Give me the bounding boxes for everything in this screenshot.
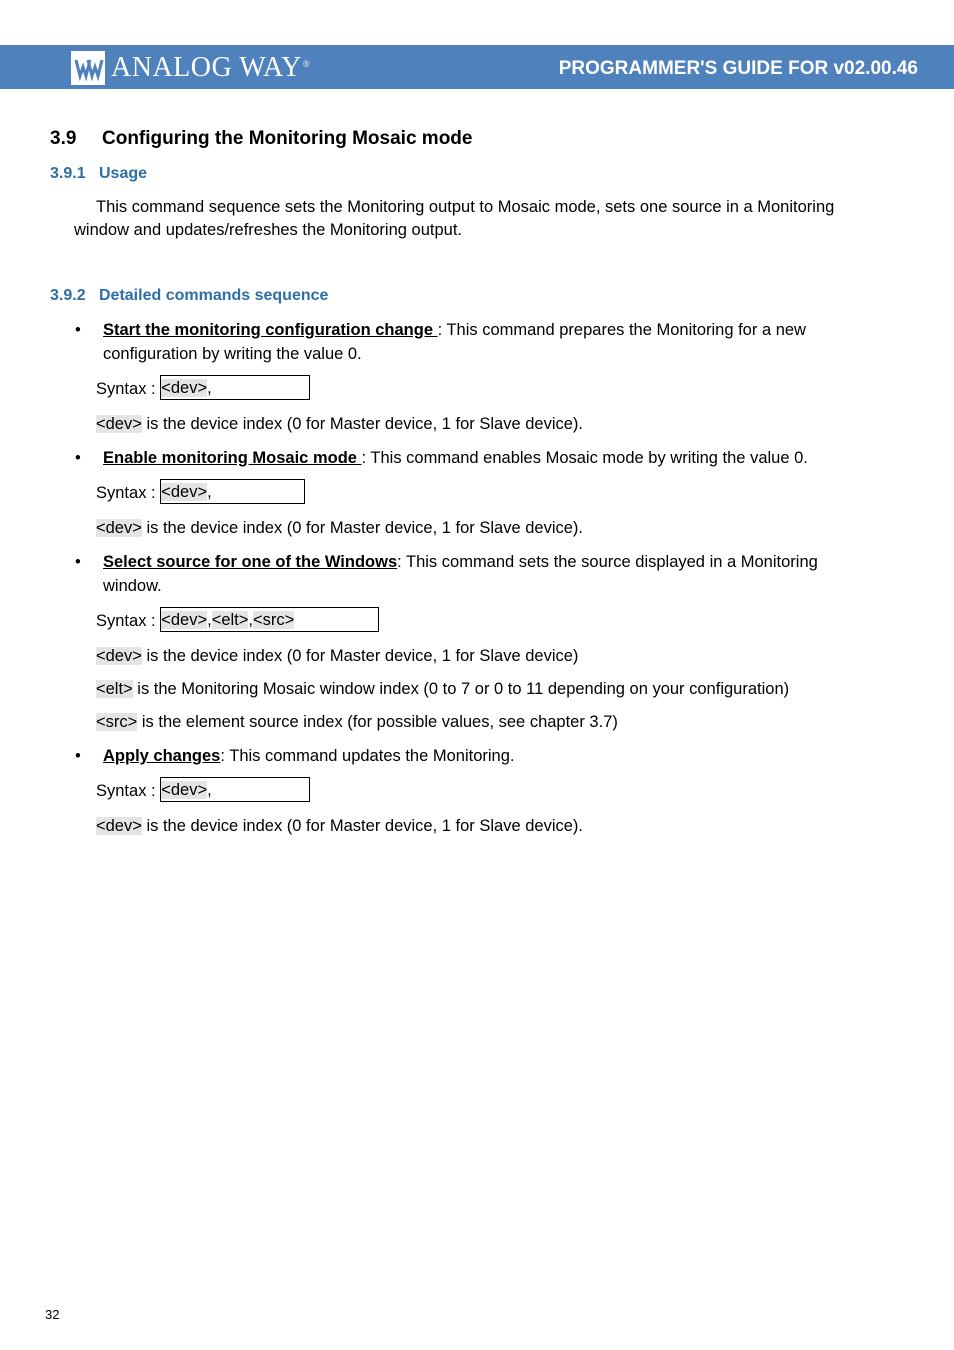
syntax-line [96,481,305,506]
param-dev: <dev> [96,647,142,665]
bullet-icon: • [75,449,81,467]
command-name: Start the monitoring configuration change [103,321,438,339]
usage-paragraph [74,196,904,242]
syntax-dev: <dev> [161,611,208,630]
page-number: 32 [45,1307,60,1322]
command-description: : This command prepares the Monitoring for a new [437,321,806,339]
syntax-comma: , [207,483,212,502]
syntax-dev: <dev> [161,483,208,502]
param-dev-description: is the device index (0 for Master device, 1 for Slave device). [141,817,583,835]
syntax-box [160,607,379,632]
syntax-dev: <dev> [161,781,208,800]
syntax-comma: , [207,379,212,398]
list-item-select-source [75,550,865,598]
syntax-label: Syntax : [96,612,156,630]
command-description: : This command updates the Monitoring. [220,747,515,765]
command-name: Enable monitoring Mosaic mode [103,449,362,467]
syntax-label: Syntax : [96,380,156,398]
command-description: : This command sets the source displayed in a Monitoring [397,553,818,571]
param-dev-description: is the device index (0 for Master device, 1 for Slave device). [141,415,583,433]
command-description: : This command enables Mosaic mode by writing the value 0. [361,449,808,467]
param-line [96,710,618,734]
document-title: PROGRAMMER'S GUIDE FOR v02.00.46 [558,58,918,79]
analog-way-logo [71,51,310,85]
bullet-icon: • [75,553,81,571]
param-line [96,644,578,668]
subsection-heading-detailed [50,285,328,307]
param-src: <src> [96,713,138,731]
usage-line-1: This command sequence sets the Monitoring output to Mosaic mode, sets one source in a Monitoring [96,198,835,216]
param-line [96,516,583,540]
subsection-title: Detailed commands sequence [99,287,329,304]
command-name: Apply changes [103,747,221,765]
param-src-description: is the element source index (for possible values, see chapter 3.7) [137,713,618,731]
param-dev: <dev> [96,817,142,835]
subsection-title: Usage [99,165,148,182]
syntax-box [160,375,310,400]
param-line [96,412,583,436]
section-number: 3.9 [50,128,77,149]
syntax-box [160,479,305,504]
subsection-heading-usage [50,163,147,185]
syntax-line [96,377,310,402]
logo-mark-icon [71,51,105,85]
subsection-number: 3.9.2 [50,287,86,304]
bullet-icon: • [75,321,81,339]
syntax-comma: , [248,611,253,630]
syntax-comma: , [207,781,212,800]
syntax-box [160,777,310,802]
subsection-number: 3.9.1 [50,165,86,182]
param-elt: <elt> [96,680,133,698]
usage-line-2: window and updates/refreshes the Monitoring output. [74,221,462,239]
syntax-dev: <dev> [161,379,208,398]
syntax-elt: <elt> [211,611,249,630]
param-dev-description: is the device index (0 for Master device, 1 for Slave device). [141,519,583,537]
syntax-line [96,779,310,804]
param-dev: <dev> [96,415,142,433]
syntax-src: <src> [252,611,295,630]
param-line [96,677,789,701]
section-title: Configuring the Monitoring Mosaic mode [102,128,473,149]
list-item-start-config [75,318,865,366]
syntax-line [96,609,379,634]
syntax-comma: , [207,611,212,630]
list-item-enable-mosaic [75,446,865,470]
list-item-apply-changes [75,744,865,768]
page-header [0,45,954,89]
syntax-label: Syntax : [96,484,156,502]
command-description-cont: configuration by writing the value 0. [103,345,362,363]
param-dev-description: is the device index (0 for Master device, 1 for Slave device) [141,647,579,665]
param-elt-description: is the Monitoring Mosaic window index (0 to 7 or 0 to 11 depending on your configuration) [132,680,790,698]
syntax-label: Syntax : [96,782,156,800]
section-heading [50,126,472,152]
command-name: Select source for one of the Windows [103,553,398,571]
param-dev: <dev> [96,519,142,537]
param-line [96,814,583,838]
bullet-icon: • [75,747,81,765]
command-description-cont: window. [103,577,162,595]
logo-text: ANALOG WAY® [111,52,311,83]
